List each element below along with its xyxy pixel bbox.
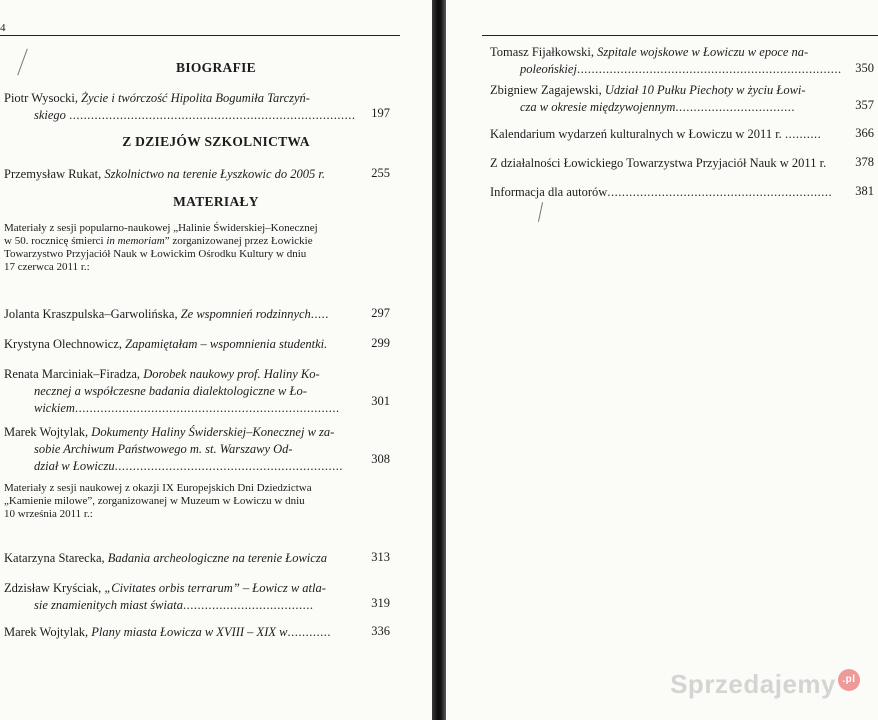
entry-title: Dokumenty Haliny Świderskiej–Konecznej w za- <box>91 425 335 439</box>
watermark <box>670 669 860 700</box>
header-rule <box>482 35 878 36</box>
toc-entry: Zbigniew Zagajewski, Udział 10 Pułku Piechoty w życiu Łowi- cza w okresie międzywojennym................................. <box>490 83 806 114</box>
toc-entry <box>4 336 364 353</box>
toc-entry: Zdzisław Kryściak, „Civitates orbis terrarum” – Łowicz w atla- sie znamienitych miast świata.................................... <box>4 581 326 612</box>
header-rule <box>0 35 400 36</box>
note-line: Materiały z sesji popularno-naukowej „Halinie Świderskiej–Konecznej <box>4 222 318 234</box>
entry-page: 301 <box>371 394 390 408</box>
toc-entry: Tomasz Fijałkowski, Szpitale wojskowe w Łowiczu w epoce na- poleońskiej......................................................................... <box>490 45 842 76</box>
right-page <box>446 0 878 720</box>
toc-entry <box>4 166 364 183</box>
book-gutter <box>432 0 446 720</box>
entry-page: 319 <box>371 596 390 610</box>
heading-biografie: BIOGRAFIE <box>176 60 256 75</box>
entry-page: 381 <box>855 184 874 198</box>
heading-materialy: MATERIAŁY <box>173 194 259 209</box>
entry-title: Dorobek naukowy prof. Haliny Ko- <box>143 367 320 381</box>
watermark-badge: .pl <box>838 669 860 691</box>
toc-entry: Kalendarium wydarzeń kulturalnych w Łowiczu w 2011 r. .......... <box>490 127 822 141</box>
entry-page: 197 <box>371 106 390 120</box>
entry-author: Krystyna Olechnowicz, <box>4 337 123 351</box>
toc-entry: Marek Wojtylak, Dokumenty Haliny Świderskiej–Konecznej w za- sobie Archiwum Państwowego m. st. Warszawy Od- dział w Łowiczu............................................................... <box>4 425 343 473</box>
entry-page: 378 <box>855 155 874 169</box>
entry-page: 336 <box>371 624 390 638</box>
heading-dzieje: Z DZIEJÓW SZKOLNICTWA <box>122 134 310 149</box>
entry-text: Z działalności Łowickiego Towarzystwa Przyjaciół Nauk w 2011 r. <box>490 156 827 170</box>
pen-mark <box>538 202 543 222</box>
entry-title: Badania archeologiczne na terenie Łowicza <box>107 551 327 565</box>
entry-page: 366 <box>855 126 874 140</box>
entry-author: Marek Wojtylak, <box>4 625 89 639</box>
entry-author: Zbigniew Zagajewski, <box>490 83 602 97</box>
entry-title-cont: poleońskiej <box>520 62 577 76</box>
session-note <box>4 222 394 274</box>
entry-page: 255 <box>371 166 390 180</box>
entry-author: Renata Marciniak–Firadza, <box>4 367 141 381</box>
entry-title: Życie i twórczość Hipolita Bogumiła Tarczyń- <box>81 91 310 105</box>
entry-title: Szpitale wojskowe w Łowiczu w epoce na- <box>597 45 809 59</box>
entry-title: Szkolnictwo na terenie Łyszkowic do 2005 r. <box>104 167 326 181</box>
toc-entry <box>4 550 364 567</box>
entry-title-cont: sobie Archiwum Państwowego m. st. Warszawy Od- <box>34 442 293 456</box>
entry-title-cont: cza w okresie międzywojennym <box>520 100 676 114</box>
note-line: „Kamienie milowe”, zorganizowanej w Muzeum w Łowiczu w dniu <box>4 495 305 507</box>
entry-author: Piotr Wysocki, <box>4 91 79 105</box>
toc-entry: Informacja dla autorów.............................................................. <box>490 185 833 199</box>
entry-title: Plany miasta Łowicza w XVIII – XIX w <box>91 625 288 639</box>
entry-title-cont: sie znamienitych miast świata <box>34 598 183 612</box>
entry-page: 308 <box>371 452 390 466</box>
entry-text: Kalendarium wydarzeń kulturalnych w Łowiczu w 2011 r. <box>490 127 782 141</box>
watermark-text: Sprzedajemy <box>670 669 836 699</box>
note-line: ” zorganizowanej przez Łowickie <box>164 235 313 247</box>
entry-author: Tomasz Fijałkowski, <box>490 45 594 59</box>
entry-page: 350 <box>855 61 874 75</box>
entry-title: Zapamiętałam – wspomnienia studentki. <box>125 337 328 351</box>
session-note <box>4 482 394 521</box>
entry-page: 357 <box>855 98 874 112</box>
note-line: Towarzystwo Przyjaciół Nauk w Łowickim Ośrodku Kultury w dniu <box>4 248 307 260</box>
entry-text: Informacja dla autorów <box>490 185 608 199</box>
entry-author: Przemysław Rukat, <box>4 167 102 181</box>
entry-title: Ze wspomnień rodzinnych <box>180 307 311 321</box>
entry-title-cont: necznej a współczesne badania dialektologiczne w Ło- <box>34 384 307 398</box>
note-line: 17 czerwca 2011 r.: <box>4 261 90 273</box>
note-line: w 50. rocznicę śmierci <box>4 235 104 247</box>
entry-author: Jolanta Kraszpulska–Garwolińska, <box>4 307 178 321</box>
page-number: 4 <box>0 22 6 34</box>
note-italic: in memoriam <box>106 235 165 247</box>
entry-author: Marek Wojtylak, <box>4 425 89 439</box>
entry-page: 297 <box>371 306 390 320</box>
toc-entry: Piotr Wysocki, Życie i twórczość Hipolita Bogumiła Tarczyń- skiego ............................................................................... <box>4 91 356 122</box>
entry-title: „Civitates orbis terrarum” – Łowicz w atla- <box>104 581 326 595</box>
toc-entry <box>490 155 850 172</box>
entry-author: Zdzisław Kryściak, <box>4 581 102 595</box>
toc-entry: Renata Marciniak–Firadza, Dorobek naukowy prof. Haliny Ko- necznej a współczesne badania dialektologiczne w Ło- wickiem......................................................................... <box>4 367 340 415</box>
entry-page: 299 <box>371 336 390 350</box>
entry-title: Udział 10 Pułku Piechoty w życiu Łowi- <box>604 83 806 97</box>
entry-title-cont: dział w Łowiczu <box>34 459 115 473</box>
entry-page: 313 <box>371 550 390 564</box>
entry-author: Katarzyna Starecka, <box>4 551 105 565</box>
toc-entry: Jolanta Kraszpulska–Garwolińska, Ze wspomnień rodzinnych..... <box>4 307 329 321</box>
note-line: Materiały z sesji naukowej z okazji IX Europejskich Dni Dziedzictwa <box>4 482 312 494</box>
left-page <box>0 0 432 720</box>
entry-title-cont: wickiem <box>34 401 75 415</box>
toc-entry: Marek Wojtylak, Plany miasta Łowicza w XVIII – XIX w............ <box>4 625 331 639</box>
note-line: 10 września 2011 r.: <box>4 508 93 520</box>
entry-title-cont: skiego <box>34 108 66 122</box>
